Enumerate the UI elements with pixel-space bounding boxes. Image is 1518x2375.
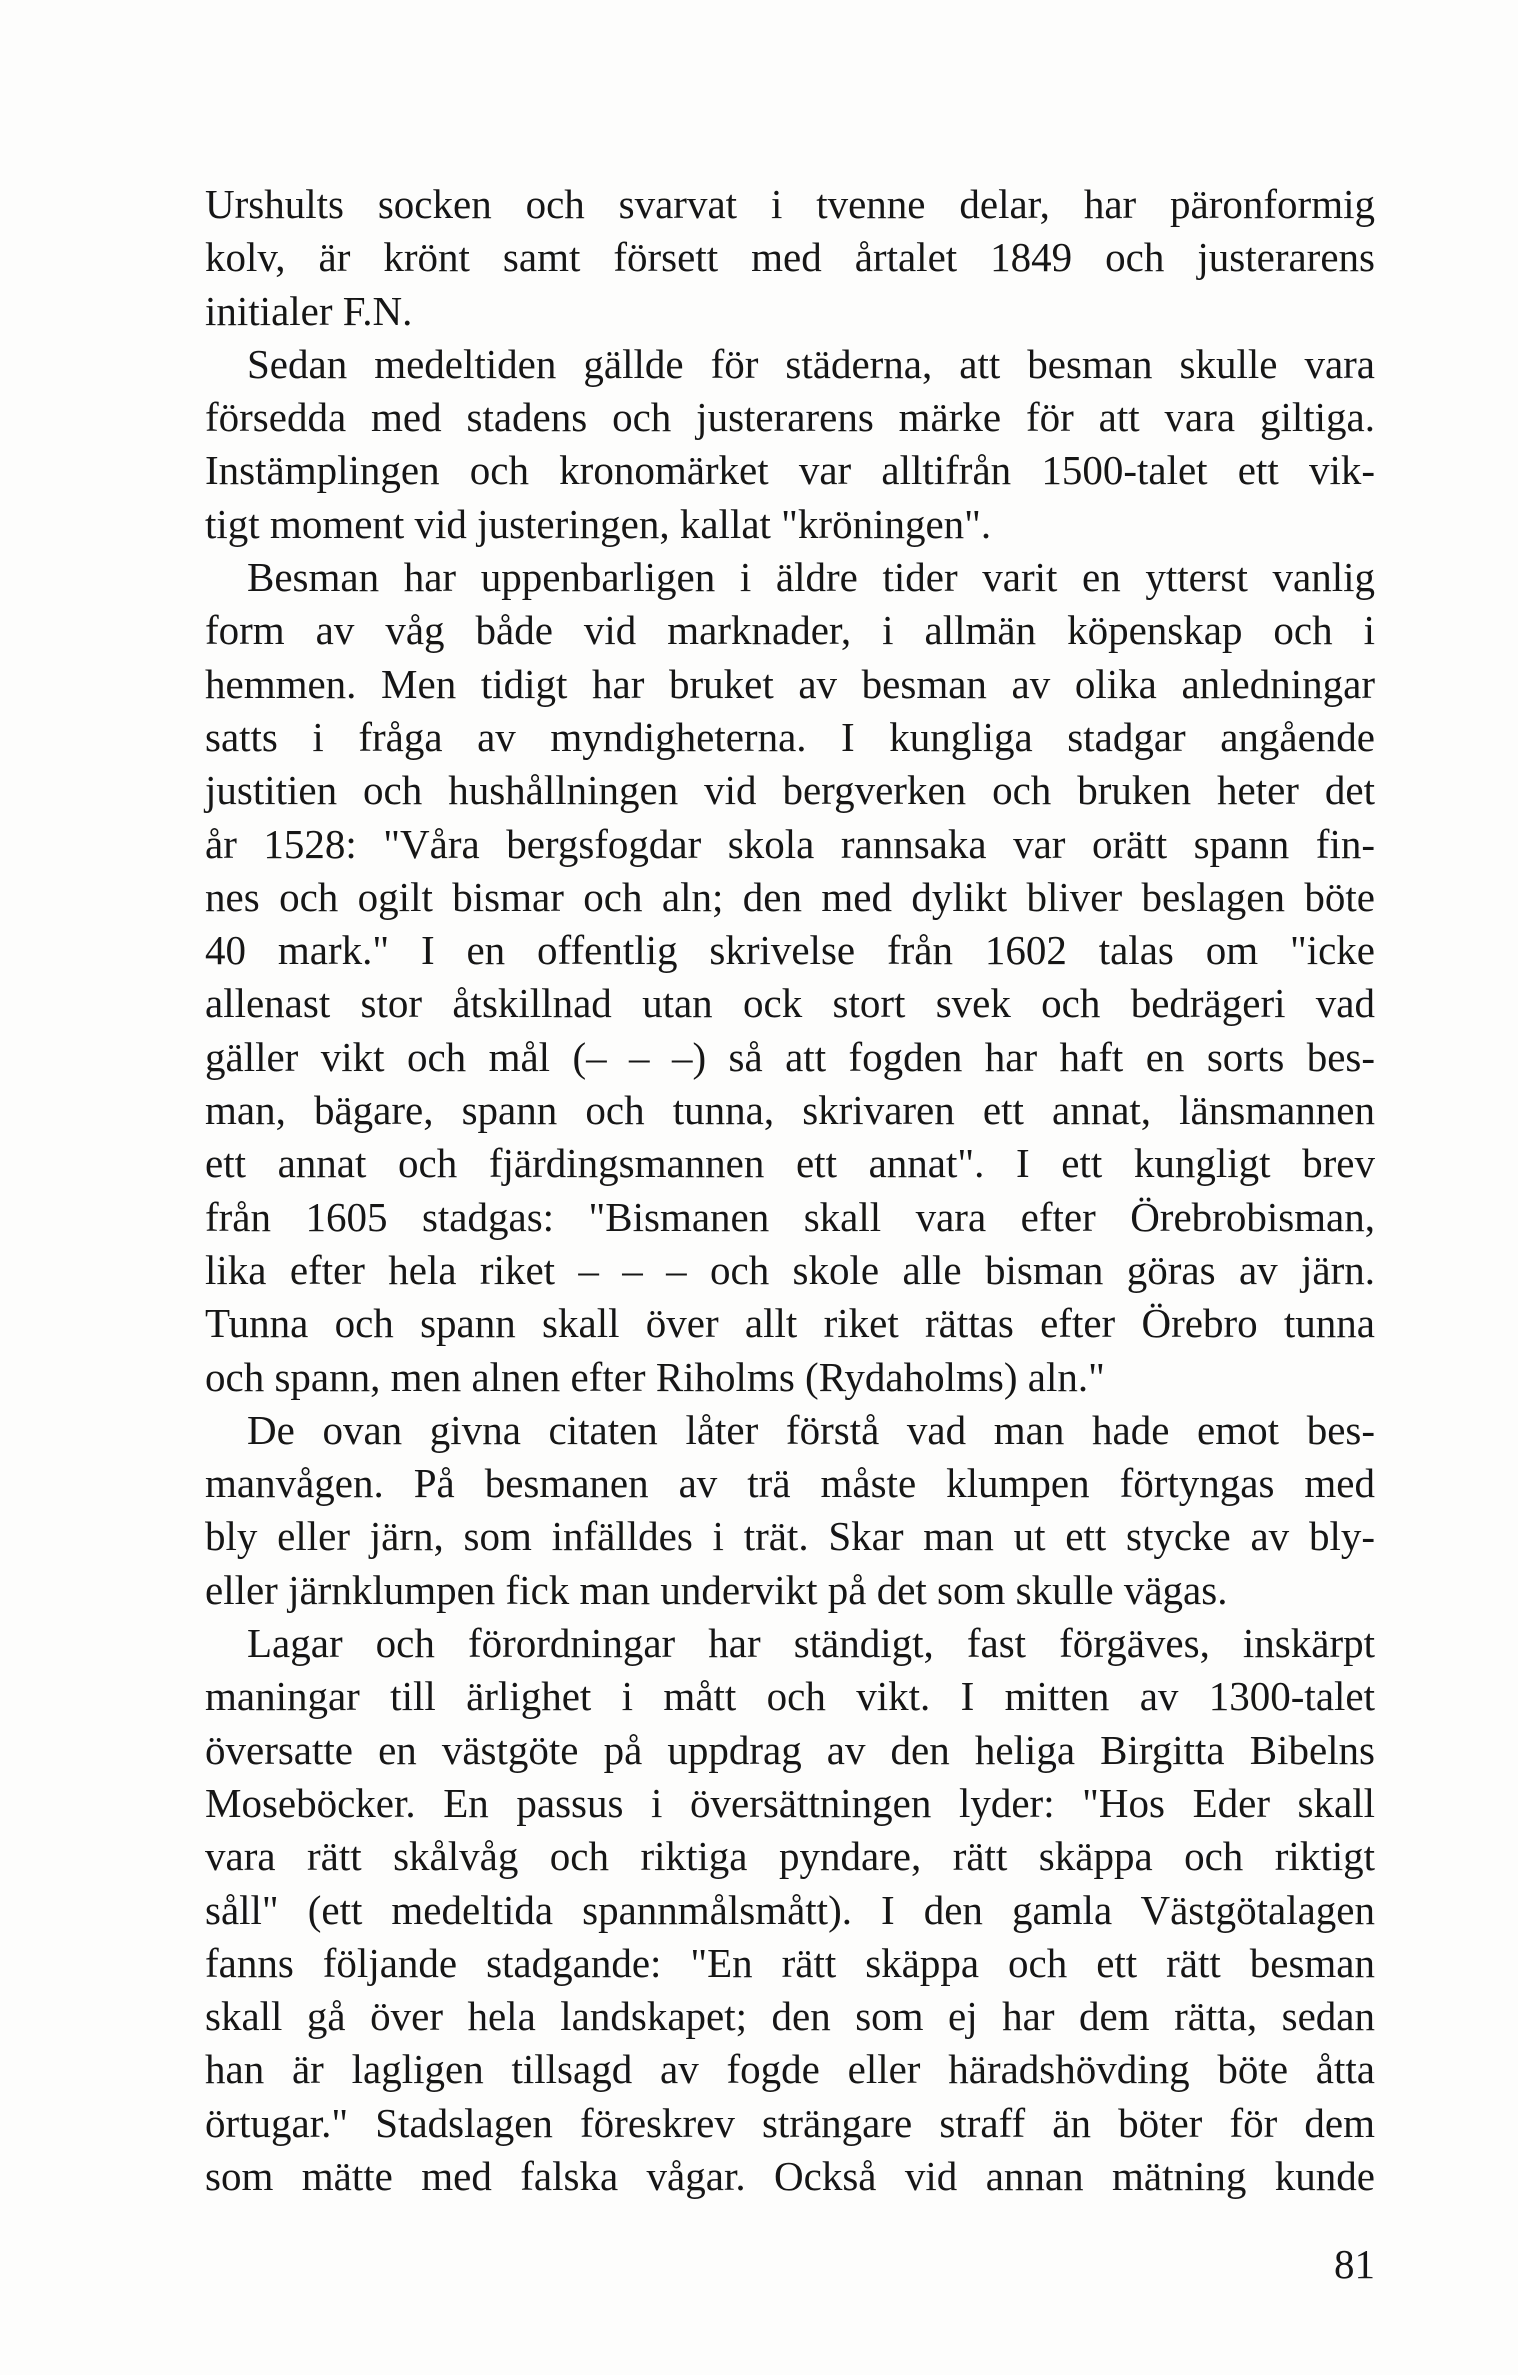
text-line: lika efter hela riket – – – och skole alle bisman göras av järn. [205,1246,1375,1293]
text-line: 40 mark." I en offentlig skrivelse från 1602 talas om "icke [205,927,1375,974]
text-line: manvågen. På besmanen av trä måste klumpen förtyngas med [205,1460,1375,1507]
text-line: tigt moment vid justeringen, kallat "kröningen". [205,500,992,547]
body-text [205,178,1375,2203]
text-line: satts i fråga av myndigheterna. I kungliga stadgar angående [205,713,1375,760]
text-line: från 1605 stadgas: "Bismanen skall vara efter Örebrobisman, [205,1193,1375,1240]
text-line: Lagar och förordningar har ständigt, fast förgäves, inskärpt [247,1620,1375,1667]
text-line: Moseböcker. En passus i översättningen lyder: "Hos Eder skall [205,1779,1375,1826]
text-line: kolv, är krönt samt försett med årtalet 1849 och justerarens [205,234,1375,281]
text-line: och spann, men alnen efter Riholms (Rydaholms) aln." [205,1353,1105,1400]
page-number: 81 [1334,2241,1375,2287]
text-line: man, bägare, spann och tunna, skrivaren ett annat, länsmannen [205,1087,1375,1134]
text-line: initialer F.N. [205,287,413,334]
text-line: eller järnklumpen fick man undervikt på det som skulle vägas. [205,1566,1228,1613]
text-line: som mätte med falska vågar. Också vid annan mätning kunde [205,2152,1375,2199]
text-line: form av våg både vid marknader, i allmän köpenskap och i [205,607,1375,654]
text-line: Besman har uppenbarligen i äldre tider varit en ytterst vanlig [247,554,1375,601]
text-line: Urshults socken och svarvat i tvenne delar, har päronformig [205,181,1375,227]
text-line: försedda med stadens och justerarens märke för att vara giltiga. [205,394,1375,441]
text-line: Tunna och spann skall över allt riket rättas efter Örebro tunna [205,1300,1375,1347]
text-line: såll" (ett medeltida spannmålsmått). I den gamla Västgötalagen [205,1886,1375,1933]
text-line: De ovan givna citaten låter förstå vad man hade emot bes- [247,1406,1375,1453]
text-line: gäller vikt och mål (– – –) så att fogden har haft en sorts bes- [205,1033,1375,1080]
text-line: översatte en västgöte på uppdrag av den heliga Birgitta Bibelns [205,1726,1375,1773]
text-line: skall gå över hela landskapet; den som ej har dem rätta, sedan [205,1993,1375,2040]
text-line: Sedan medeltiden gällde för städerna, att besman skulle vara [247,340,1375,387]
text-line: maningar till ärlighet i mått och vikt. I mitten av 1300-talet [205,1673,1375,1720]
text-line: bly eller järn, som infälldes i trät. Skar man ut ett stycke av bly- [205,1513,1375,1560]
text-line: han är lagligen tillsagd av fogde eller häradshövding böte åtta [205,2046,1375,2093]
text-line: fanns följande stadgande: "En rätt skäppa och ett rätt besman [205,1939,1375,1986]
text-line: ett annat och fjärdingsmannen ett annat". I ett kungligt brev [205,1140,1375,1187]
text-line: Instämplingen och kronomärket var alltifrån 1500-talet ett vik- [205,447,1375,494]
text-line: år 1528: "Våra bergsfogdar skola rannsaka var orätt spann fin- [205,820,1375,867]
text-line: vara rätt skålvåg och riktiga pyndare, rätt skäppa och riktigt [205,1833,1375,1880]
text-line: allenast stor åtskillnad utan ock stort svek och bedrägeri vad [205,980,1375,1027]
text-line: hemmen. Men tidigt har bruket av besman av olika anledningar [205,660,1375,707]
text-line: nes och ogilt bismar och aln; den med dylikt bliver beslagen böte [205,873,1375,920]
text-line: justitien och hushållningen vid bergverken och bruken heter det [205,767,1375,814]
text-line: örtugar." Stadslagen föreskrev strängare straff än böter för dem [205,2099,1375,2146]
